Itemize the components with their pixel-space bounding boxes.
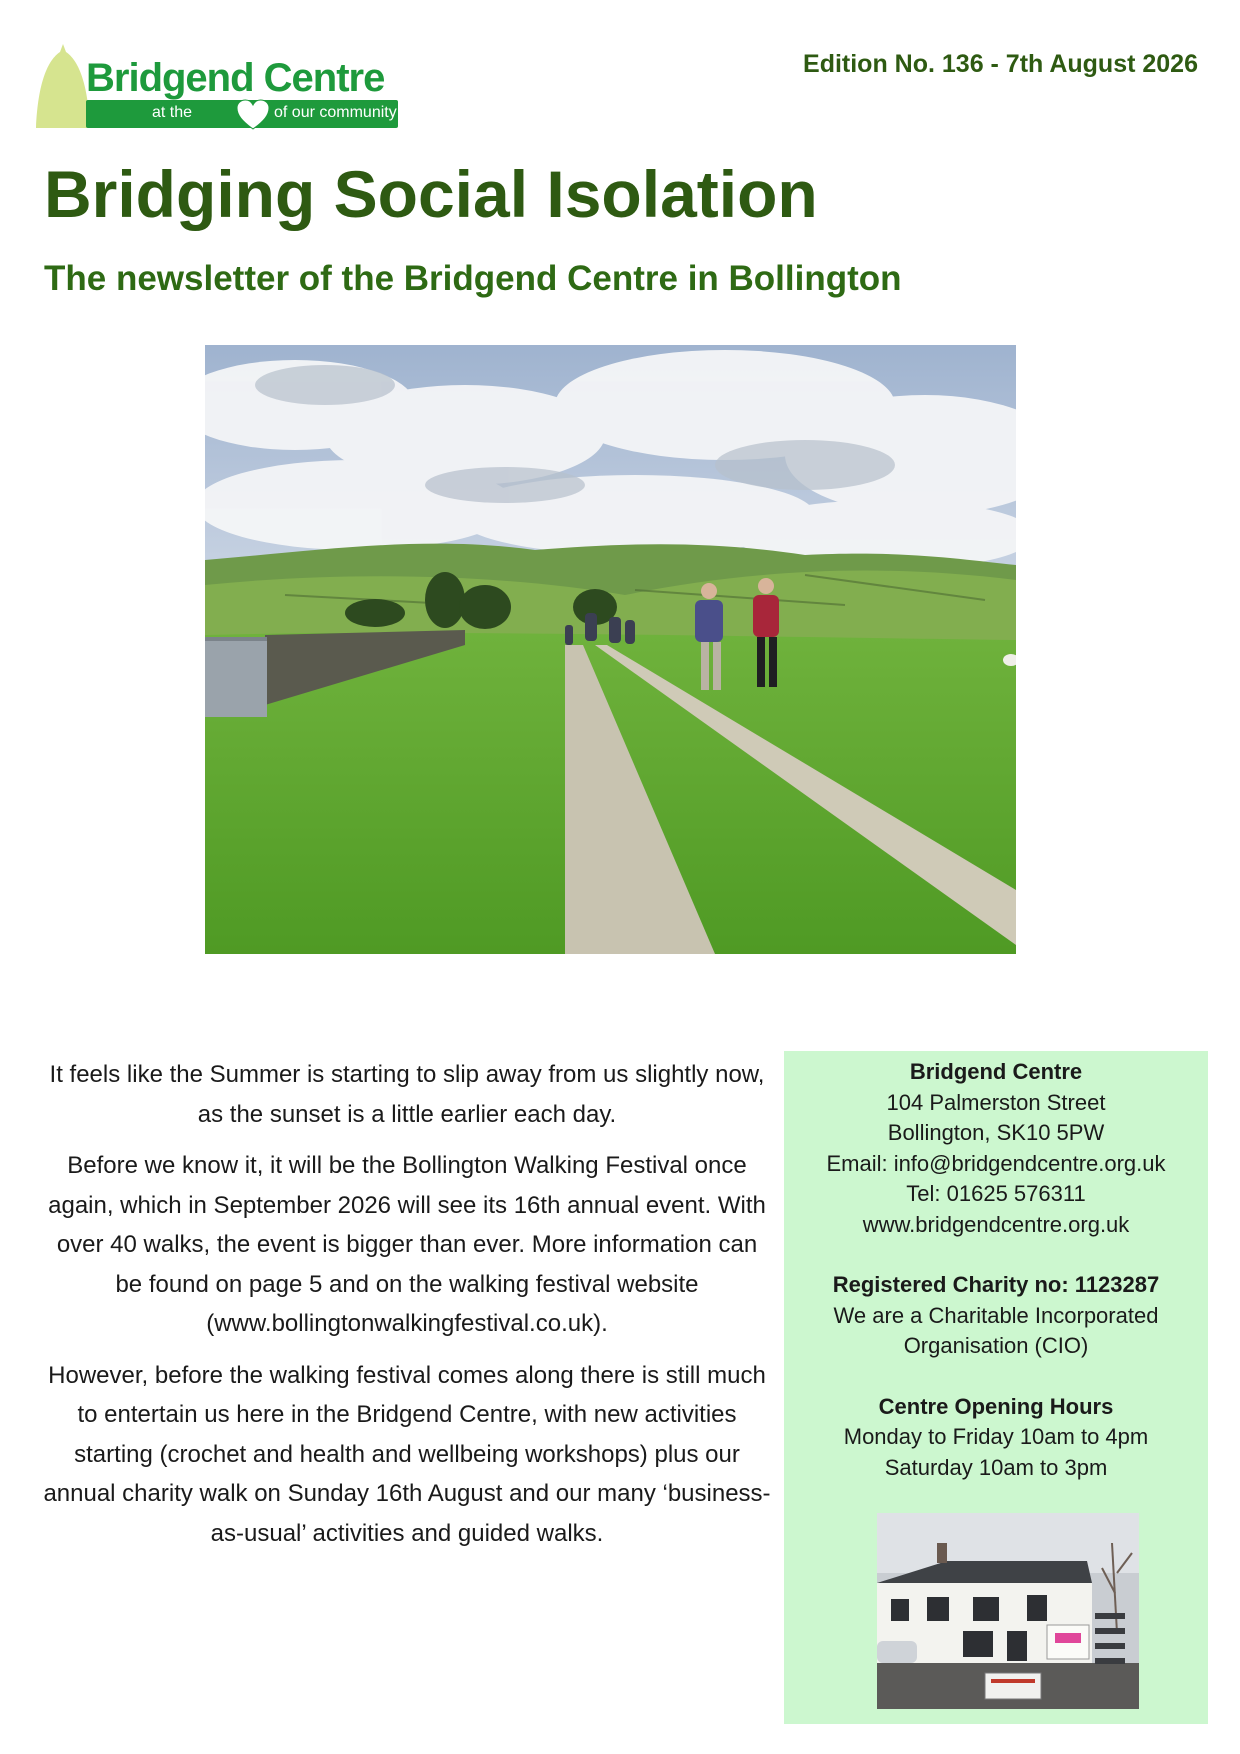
- info-email[interactable]: Email: info@bridgendcentre.org.uk: [826, 1150, 1166, 1176]
- contact-info-box: [784, 1051, 1208, 1724]
- info-address-line1: 104 Palmerston Street: [886, 1089, 1106, 1115]
- logo-name: Bridgend Centre: [86, 56, 385, 100]
- logo-tagline-end: of our community: [274, 104, 397, 121]
- article-paragraph: It feels like the Summer is starting to slip away from us slightly now, as the sunset is a little earlier each day.: [49, 1061, 765, 1128]
- article-body: [42, 1055, 772, 1565]
- hero-photo: [205, 345, 1016, 954]
- info-charity-line1: We are a Charitable Incorporated: [833, 1302, 1159, 1328]
- page-subtitle: The newsletter of the Bridgend Centre in Bollington: [44, 259, 902, 298]
- article-paragraph: Before we know it, it will be the Bollington Walking Festival once again, which in September 2026 will see its 16th annual event. With over 40 walks, the event is bigger than ever. More information can be found on page 5 and on the walking festival website (www.bollingtonwalkingfestival.co.uk).: [48, 1152, 766, 1337]
- info-hours-heading: Centre Opening Hours: [878, 1393, 1114, 1419]
- info-hours-saturday: Saturday 10am to 3pm: [884, 1454, 1108, 1480]
- info-charity-heading: Registered Charity no: 1123287: [832, 1272, 1160, 1297]
- info-charity-line2: Organisation (CIO): [903, 1333, 1089, 1358]
- logo: [34, 38, 404, 138]
- info-centre-name: Bridgend Centre: [909, 1059, 1083, 1084]
- centre-building-photo: [877, 1513, 1139, 1709]
- info-telephone[interactable]: Tel: 01625 576311: [906, 1181, 1086, 1206]
- page-title: Bridging Social Isolation: [44, 157, 818, 231]
- logo-tagline-start: at the: [152, 104, 193, 121]
- article-paragraph: However, before the walking festival comes along there is still much to entertain us here in the Bridgend Centre, with new activities starting (crochet and health and wellbeing workshops) plus our annual charity walk on Sunday 16th August and our many ‘business-as-usual’ activities and guided walks.: [43, 1361, 771, 1547]
- heart-icon: [236, 98, 270, 132]
- info-hours-weekday: Monday to Friday 10am to 4pm: [843, 1424, 1149, 1449]
- edition-label: Edition No. 136 - 7th August 2026: [803, 50, 1198, 78]
- info-website[interactable]: www.bridgendcentre.org.uk: [862, 1211, 1130, 1237]
- bell-tower-icon: [34, 42, 92, 132]
- info-address-line2: Bollington, SK10 5PW: [887, 1120, 1105, 1145]
